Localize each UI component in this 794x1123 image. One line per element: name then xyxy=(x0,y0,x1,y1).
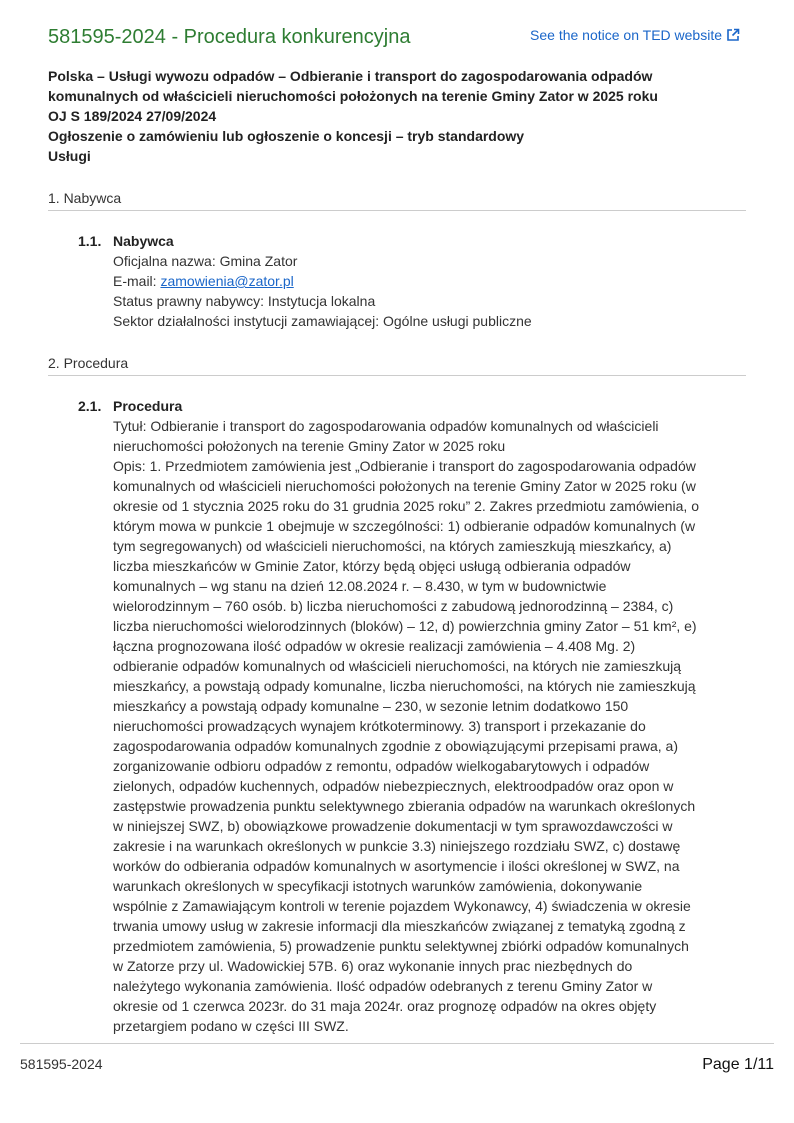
summary-contract-type: Usługi xyxy=(48,148,91,164)
procedure-text-line: okresie od 1 czerwca 2023r. do 31 maja 2024r. oraz prognozę odpadów na okres objęty xyxy=(113,998,657,1014)
procedure-text-line: w niniejszej SWZ, b) obowiązkowe prowadzenie dokumentacji w tym sprawozdawczości w xyxy=(113,818,673,834)
procedure-text-line: liczba mieszkańców w Gminie Zator, którzy będą objęci usługą odbierania odpadów xyxy=(113,558,631,574)
email-row xyxy=(113,271,748,291)
subsection-buyer xyxy=(78,231,748,331)
subsection-body xyxy=(78,251,748,331)
procedure-text-line: przetargiem podano w części III SWZ. xyxy=(113,1018,349,1034)
procedure-text-line: komunalnych od właścicieli nieruchomości położonych na terenie Gminy Zator w 2025 roku (w xyxy=(113,478,696,494)
procedure-text-line: wielorodzinnym – 760 osób. b) liczba nieruchomości z zabudową jednorodzinną – 2384, c) xyxy=(113,598,674,614)
procedure-text-line: Tytuł: Odbieranie i transport do zagospodarowania odpadów komunalnych od właścicieli xyxy=(113,418,659,434)
ted-link-label: See the notice on TED website xyxy=(530,27,722,43)
procedure-text-line: zielonych, odpadów kuchennych, odpadów niebezpiecznych, elektroodpadów oraz opon w xyxy=(113,778,674,794)
procedure-text-line: należytego wykonania zamówienia. Ilość odpadów odebranych z terenu Gminy Zator w xyxy=(113,978,653,994)
procedure-text-line: trwania umowy usług w zakresie informacji dla mieszkańców związanej z tematyką zgodną z xyxy=(113,918,686,934)
subsection-heading xyxy=(78,396,748,416)
footer-page-number: Page 1/11 xyxy=(702,1056,774,1073)
procedure-text-line: wspólnie z Zamawiającym kontroli w terenie pojazdem Wykonawcy, 4) świadczenia w okresie xyxy=(113,898,691,914)
procedure-text-line: tym segregowanych) od właścicieli nieruchomości, na których zamieszkują mieszkańcy, a) xyxy=(113,538,672,554)
header xyxy=(48,26,746,56)
email-label: E-mail: xyxy=(113,273,161,289)
procedure-text-line: zorganizowanie odbioru odpadów z remontu, odpadów wielkogabarytowych i odpadów xyxy=(113,758,650,774)
procedure-text-line: łączna prognozowana ilość odpadów w okresie realizacji zamówienia – 4.408 Mg. 2) xyxy=(113,638,636,654)
procedure-text-line: przedmiotem zamówienia, 5) prowadzenie punktu selektywnej zbiórki odpadów komunalnych xyxy=(113,938,689,954)
buyer-sector: Sektor działalności instytucji zamawiającej: Ogólne usługi publiczne xyxy=(113,313,532,329)
procedure-text-line: okresie od 1 stycznia 2025 roku do 31 grudnia 2025 roku” 2. Zakres przedmiotu zamówienia, o xyxy=(113,498,699,514)
procedure-text-line: zakresie i na warunkach określonych w punkcie 3.3) niniejszego rozdziału SWZ, c) dostawę xyxy=(113,838,681,854)
footer-divider xyxy=(20,1043,774,1044)
external-link-icon xyxy=(726,28,740,42)
procedure-text-line: nieruchomości prowadzących wynajem krótkoterminowy. 3) transport i przekazanie do xyxy=(113,718,646,734)
procedure-text-line: którym mowa w punkcie 1 obejmuje w szczególności: 1) odbieranie odpadów komunalnych (w xyxy=(113,518,696,534)
subsection-number: 1.1. xyxy=(78,233,102,249)
section-title-procedure: 2. Procedura xyxy=(48,355,746,376)
subsection-heading xyxy=(78,231,748,251)
summary-notice-type: Ogłoszenie o zamówieniu lub ogłoszenie o koncesji – tryb standardowy xyxy=(48,128,525,144)
procedure-text-line: liczba nieruchomości wielorodzinnych (bloków) – 12, d) powierzchnia gminy Zator – 51 km², e) xyxy=(113,618,697,634)
subsection-title: Nabywca xyxy=(113,233,174,249)
ted-website-link[interactable] xyxy=(530,27,740,43)
procedure-text-line: mieszkańcy a powstają odpady komunalne – 230, w sezonie letnim dodatkowo 150 xyxy=(113,698,629,714)
legal-status: Status prawny nabywcy: Instytucja lokalna xyxy=(113,293,376,309)
footer-doc-id: 581595-2024 xyxy=(20,1056,103,1072)
email-link[interactable]: zamowienia@zator.pl xyxy=(160,273,294,289)
subsection-procedure xyxy=(78,396,748,1036)
procedure-text-line: komunalnych – wg stanu na dzień 12.08.2024 r. – 8.430, w tym w budownictwie xyxy=(113,578,607,594)
procedure-text-line: w Zatorze przy ul. Wadowickiej 57B. 6) oraz wykonanie innych prac niezbędnych do xyxy=(113,958,633,974)
procedure-description xyxy=(78,416,748,1036)
procedure-text-line: Opis: 1. Przedmiotem zamówienia jest „Odbieranie i transport do zagospodarowania odpadów xyxy=(113,458,696,474)
page-title: 581595-2024 - Procedura konkurencyjna xyxy=(48,26,411,48)
procedure-text-line: odbieranie odpadów komunalnych od właścicieli nieruchomości, na których nie zamieszkują xyxy=(113,658,682,674)
subsection-number: 2.1. xyxy=(78,398,102,414)
section-title-buyer: 1. Nabywca xyxy=(48,190,746,211)
procedure-text-line: zastępstwie prowadzenia punktu selektywnego zbierania odpadów na warunkach określonych xyxy=(113,798,696,814)
notice-summary xyxy=(48,66,748,166)
summary-oj-reference: OJ S 189/2024 27/09/2024 xyxy=(48,108,217,124)
procedure-text-line: warunkach określonych w specyfikacji istotnych warunków zamówienia, dokonywanie xyxy=(113,878,643,894)
official-name: Oficjalna nazwa: Gmina Zator xyxy=(113,253,298,269)
procedure-text-line: worków do odbierania odpadów komunalnych w asortymencie i ilości określonej w SWZ, na xyxy=(113,858,680,874)
procedure-text-line: nieruchomości położonych na terenie Gminy Zator w 2025 roku xyxy=(113,438,506,454)
procedure-text-line: mieszkańcy, a powstają odpady komunalne, liczba nieruchomości, na których nie zamieszkują xyxy=(113,678,696,694)
subsection-title: Procedura xyxy=(113,398,183,414)
summary-line: komunalnych od właścicieli nieruchomości położonych na terenie Gminy Zator w 2025 roku xyxy=(48,88,658,104)
summary-line: Polska – Usługi wywozu odpadów – Odbieranie i transport do zagospodarowania odpadów xyxy=(48,68,653,84)
procedure-text-line: zagospodarowania odpadów komunalnych zgodnie z obowiązującymi przepisami prawa, a) xyxy=(113,738,678,754)
